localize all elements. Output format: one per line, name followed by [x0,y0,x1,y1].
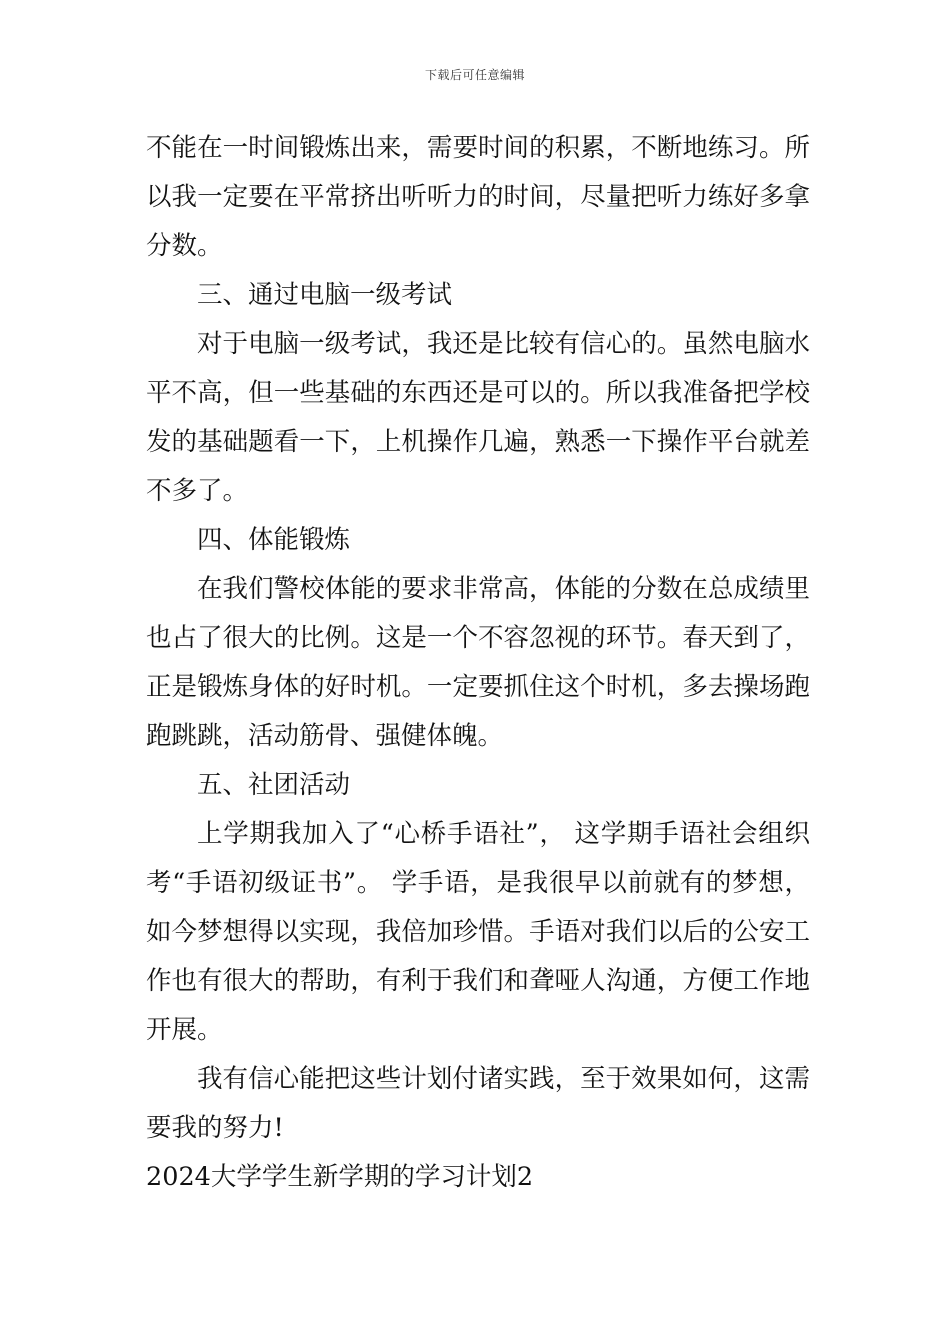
next-document-title: 2024大学学生新学期的学习计划2 [146,1162,534,1192]
paragraph-club: 上学期我加入了“心桥手语社”， 这学期手语社会组织考“手语初级证书”。 学手语，是我很早以前就有的梦想，如今梦想得以实现，我倍加珍惜。手语对我们以后的公安工作也有很大的帮助，有利于我们和聋哑人沟通，方便工作地开展。 [146,819,810,1045]
paragraph-computer-exam: 对于电脑一级考试，我还是比较有信心的。虽然电脑水平不高，但一些基础的东西还是可以的。所以我准备把学校发的基础题看一下，上机操作几遍，熟悉一下操作平台就差不多了。 [146,329,810,506]
section-heading-computer-exam: 三、通过电脑一级考试 [197,280,453,310]
paragraph-listening-continuation: 不能在一时间锻炼出来，需要时间的积累，不断地练习。所以我一定要在平常挤出听听力的时间，尽量把听力练好多拿分数。 [146,133,810,261]
paragraph-conclusion: 我有信心能把这些计划付诸实践，至于效果如何，这需要我的努力! [146,1064,810,1143]
section-heading-fitness: 四、体能锻炼 [197,525,351,555]
page-header: 下载后可任意编辑 [424,68,525,82]
document-body [146,124,810,1202]
section-heading-club: 五、社团活动 [197,770,351,800]
paragraph-fitness: 在我们警校体能的要求非常高，体能的分数在总成绩里也占了很大的比例。这是一个不容忽视的环节。春天到了，正是锻炼身体的好时机。一定要抓住这个时机，多去操场跑跑跳跳，活动筋骨、强健体魄。 [146,574,810,751]
